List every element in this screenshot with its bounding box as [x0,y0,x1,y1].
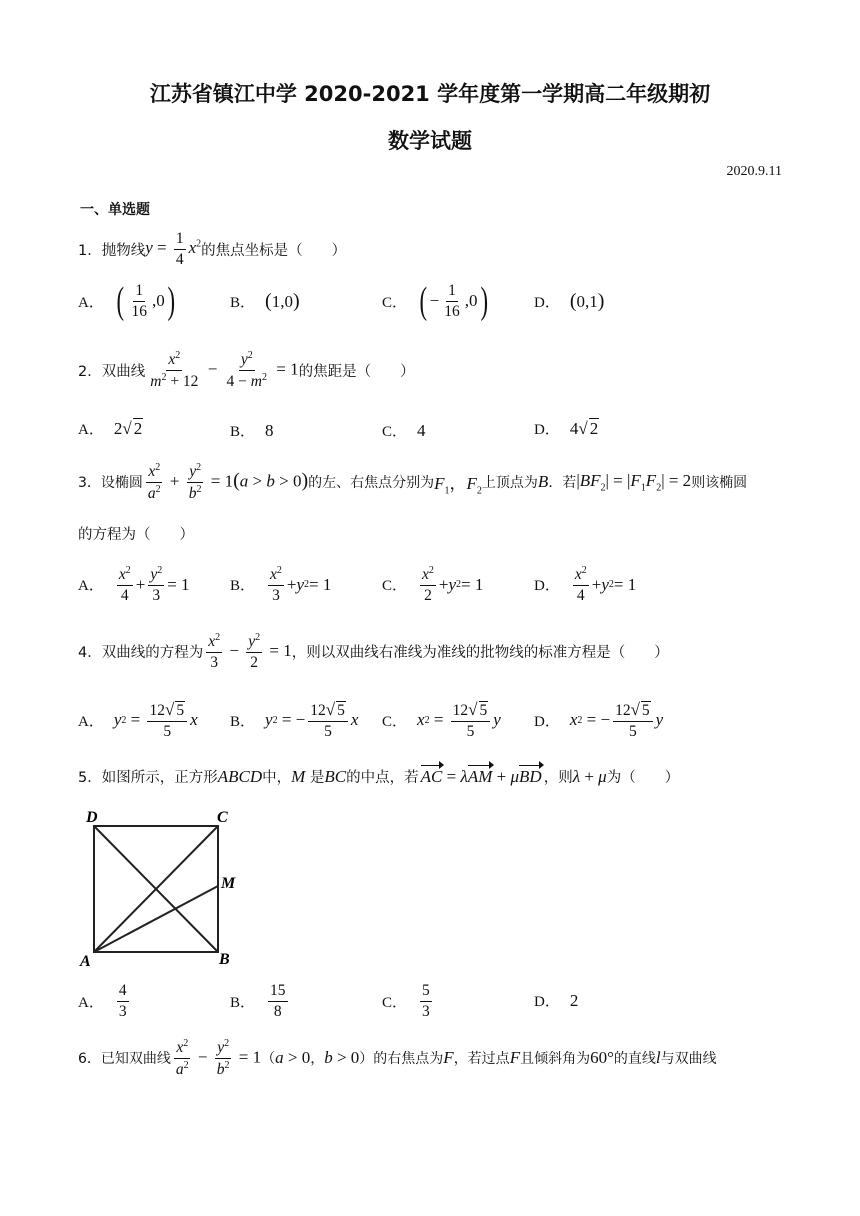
option-a[interactable]: A． y 2 = $\frac{12√ 5}{5}$ x [78,700,198,740]
question-text: 的左、右焦点分别为 [308,475,435,492]
option-a[interactable]: A． $\frac{x^2}{4}$ + $\frac{y^2}{3}$ = 1 [78,565,190,604]
question-1 [78,230,346,269]
question-text: 双曲线的方程为 [101,645,204,662]
math-expression: $\frac{x^2}{a^2}$ + $\frac{y^2}{b^2}$ = 1(a > b > 0) [147,462,309,503]
question-number: 2． [78,363,102,380]
question-3-continued [78,523,194,544]
vertex-label-c: C [217,809,228,826]
option-d[interactable]: D． 4 √ 2 [534,418,599,438]
option-d[interactable]: D． 2 [534,990,579,1010]
question-text: 上顶点为 [481,475,538,492]
question-5: 5． 如图所示，正方形 ABCD 中， M 是 BC 的中点，若 AC = λAM + μBD ，则 λ + μ 为（ ） [78,766,680,786]
question-text: 如图所示，正方形 [101,770,218,786]
option-a[interactable]: A． 2 √ 2 [78,418,143,438]
question-text: 已知双曲线 [100,1051,171,1068]
question-text: ）的右焦点为 [359,1051,444,1068]
question-text: ，则 [543,770,573,786]
question-text: 双曲线 [101,363,146,380]
option-d[interactable]: D． ( 0,1 ) [534,290,605,312]
option-b[interactable]: B． $\frac{x^2}{3}$ + y 2 = 1 [230,565,332,604]
option-d[interactable]: D． x 2 = − $\frac{12√ 5}{5}$ y [534,700,664,740]
question-2 [78,350,415,391]
question-text: 与双曲线 [660,1051,717,1068]
option-b[interactable]: B． y 2 = − $\frac{12√ 5}{5}$ x [230,700,359,740]
option-b[interactable]: B． ( 1,0 ) [230,290,300,312]
question-text: 的方程为（ ） [78,527,194,543]
math-expression: $\frac{x^2}{a^2}$ − $\frac{y^2}{b^2}$ = 1 [175,1038,262,1079]
math-expression: y = $\frac{1}{4}$ $x^2$ [145,230,202,268]
vertex-label-a: A [80,953,91,968]
question-text: 抛物线 [101,242,146,259]
question-text: ．若 [548,475,577,492]
question-number: 1． [78,242,102,259]
question-text: ，则以双曲线右准线为准线的批物线的标准方程是（ ） [291,645,669,662]
section-heading: 一、单选题 [80,202,150,218]
option-b[interactable]: B． $\frac{15}{8}$ [230,982,286,1020]
question-text: 是 [309,770,325,786]
question-text: ，若过点 [453,1051,510,1068]
question-text: 的直线 [613,1051,656,1068]
square-figure [78,806,248,972]
option-c[interactable]: C． $\frac{5}{3}$ [382,982,430,1020]
page-title: 江苏省镇江中学 2020-2021 学年度第一学期高二年级期初 [149,82,711,106]
option-c[interactable]: C． x 2 = $\frac{12√ 5}{5}$ y [382,700,501,740]
question-text: 且倾斜角为 [520,1051,591,1068]
question-3: 3． 设椭圆 $\frac{x^2}{a^2}$ + $\frac{y^2}{b^2}$ = 1(a > b > 0) 的左、右焦点分别为 $F_1$，$F_2$ 上顶点为 B ．若 $|BF_2| = |F_1F_2| = 2$ 则该椭圆 [78,462,748,503]
option-d[interactable]: D． $\frac{x^2}{4}$ + y 2 = 1 [534,565,637,604]
vertex-label-d: D [86,809,98,826]
question-text: 中， [262,770,292,786]
option-a[interactable]: A． ( $\frac{1}{16}$ ,0 ) [78,280,175,323]
question-number: 6． [78,1051,101,1068]
option-b[interactable]: B． 8 [230,420,274,440]
question-text: 则该椭圆 [691,475,748,492]
question-text: 的中点，若 [346,770,419,786]
question-text: 为（ ） [606,770,680,786]
option-a[interactable]: A． $\frac{4}{3}$ [78,982,127,1020]
math-expression: $\frac{x^2}{3}$ − $\frac{y^2}{2}$ = 1 [208,632,292,671]
question-6: 6． 已知双曲线 $\frac{x^2}{a^2}$ − $\frac{y^2}{b^2}$ = 1 （ a > 0 ， b > 0 ）的右焦点为 F ，若过点 F 且倾斜角为 60° 的直线 l 与双曲线 [78,1038,717,1079]
option-c[interactable]: C． $\frac{x^2}{2}$ + y 2 = 1 [382,565,484,604]
question-number: 4． [78,645,102,662]
exam-date: 2020.9.11 [726,164,782,179]
question-text: ， [310,1051,325,1068]
question-number: 5． [78,770,102,786]
option-c[interactable]: C． ( − $\frac{1}{16}$ ,0 ) [382,280,488,323]
page-subtitle: 数学试题 [388,129,472,153]
question-4 [78,632,669,672]
point-label-m: M [221,875,236,892]
vertex-label-b: B [219,951,230,968]
question-number: 3． [78,475,101,492]
option-c[interactable]: C． 4 [382,420,426,440]
question-text: 的焦距是（ ） [298,363,415,380]
question-text: 的焦点坐标是（ ） [201,242,347,259]
question-text: 设椭圆 [100,475,143,492]
math-expression: $\frac{x^2}{m^2 + 12}$ − $\frac{y^2}{4 - m^2}$ = 1 [150,350,299,391]
question-text: （ [261,1051,276,1068]
